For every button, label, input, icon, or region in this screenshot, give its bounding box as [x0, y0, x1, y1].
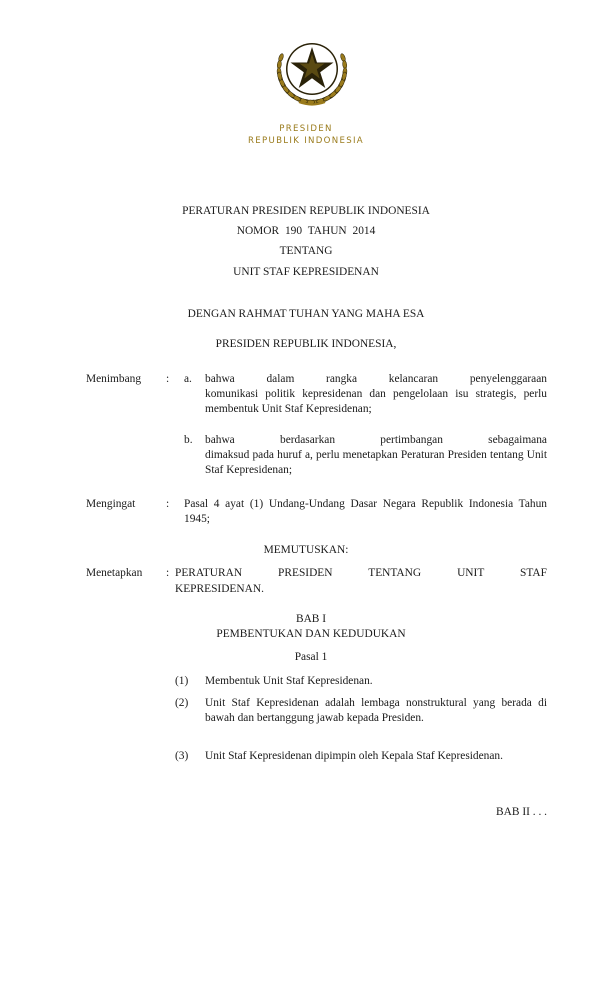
ayat-1-text: Membentuk Unit Staf Kepresidenan.: [205, 675, 373, 687]
memutuskan-heading: MEMUTUSKAN:: [263, 544, 349, 556]
bab-title: BAB I: [295, 613, 327, 625]
wreath-leaf: [341, 72, 347, 81]
bab-subtitle: PEMBENTUKAN DAN KEDUDUKAN: [216, 628, 406, 640]
mengingat-text: Pasal 4 ayat (1) Undang-Undang Dasar Negara Republik Indonesia Tahun 1945;: [184, 498, 547, 525]
ayat-2-text: Unit Staf Kepresidenan adalah lembaga nonstruktural yang berada di bawah dan bertanggung jawab kepada Presiden.: [205, 697, 547, 724]
ayat-2-number: (2): [175, 697, 189, 709]
ayat-3-text: Unit Staf Kepresidenan dipimpin oleh Kepala Staf Kepresidenan.: [205, 750, 503, 762]
menimbang-b-line1: bahwa berdasarkan pertimbangan sebagaimana: [205, 434, 547, 446]
title-line-3: TENTANG: [279, 245, 333, 257]
preamble-line-1: DENGAN RAHMAT TUHAN YANG MAHA ESA: [187, 308, 425, 320]
ayat-1-number: (1): [175, 675, 189, 687]
ayat-3-number: (3): [175, 750, 189, 762]
menimbang-a-line1: bahwa dalam rangka kelancaran penyelenggaraan: [205, 373, 547, 385]
menetapkan-line2: KEPRESIDENAN.: [175, 583, 264, 595]
garuda-star-emblem-icon: [271, 28, 353, 110]
header-presiden: PRESIDEN: [279, 124, 333, 134]
header-republik-indonesia: REPUBLIK INDONESIA: [248, 136, 364, 146]
wreath-leaf: [277, 72, 283, 81]
menetapkan-label: Menetapkan: [86, 567, 143, 579]
menimbang-b-rest: dimaksud pada huruf a, perlu menetapkan Peraturan Presiden tentang Unit Staf Kepresidenan;: [205, 449, 547, 476]
mengingat-colon: :: [166, 498, 170, 510]
menimbang-colon: :: [166, 373, 170, 385]
menimbang-a-marker: a.: [184, 373, 192, 385]
preamble-line-2: PRESIDEN REPUBLIK INDONESIA,: [215, 338, 397, 350]
menetapkan-colon: :: [166, 567, 170, 579]
next-page-reference: BAB II . . .: [496, 806, 547, 818]
title-line-1: PERATURAN PRESIDEN REPUBLIK INDONESIA: [182, 205, 430, 217]
title-line-4: UNIT STAF KEPRESIDENAN: [233, 266, 379, 278]
pasal-heading: Pasal 1: [294, 651, 328, 663]
title-line-2: NOMOR 190 TAHUN 2014: [236, 225, 376, 237]
menetapkan-line1: PERATURAN PRESIDEN TENTANG UNIT STAF: [175, 567, 547, 579]
menimbang-label: Menimbang: [86, 373, 142, 385]
mengingat-label: Mengingat: [86, 498, 136, 510]
menimbang-a-rest: komunikasi politik kepresidenan dan pengelolaan isu strategis, perlu membentuk Unit Staf Kepresidenan;: [205, 388, 547, 415]
menimbang-b-marker: b.: [184, 434, 193, 446]
